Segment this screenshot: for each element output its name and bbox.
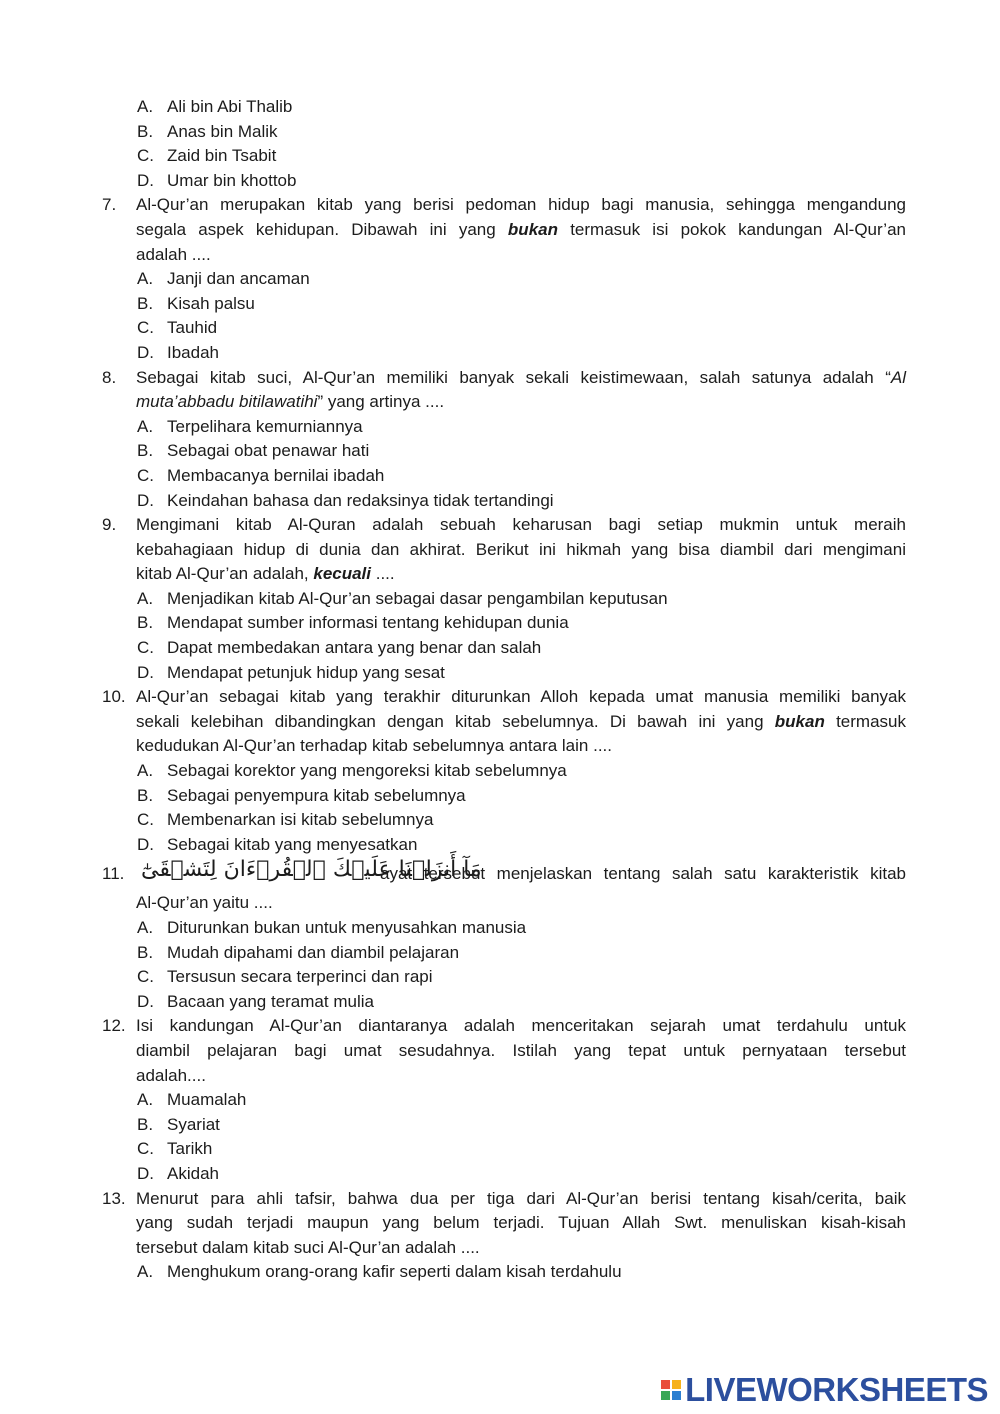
option-letter: D. (137, 490, 154, 510)
question-text-line (0, 734, 1000, 759)
option-text: Akidah (167, 1163, 219, 1183)
question-text-line (0, 891, 1000, 916)
option-row[interactable] (0, 916, 1000, 941)
option-letter: B. (137, 1114, 154, 1134)
option-letter: C. (137, 810, 154, 830)
option-letter: A. (137, 1090, 154, 1110)
option-row[interactable] (0, 587, 1000, 612)
question-number: 13. (102, 1188, 126, 1208)
option-row[interactable] (0, 1260, 1000, 1285)
option-letter: C. (137, 318, 154, 338)
option-letter: D. (137, 170, 154, 190)
option-text: Ibadah (167, 342, 219, 362)
emphasis-word: bukan (774, 711, 825, 731)
question-text-line (0, 243, 1000, 268)
option-text: Sebagai obat penawar hati (167, 441, 370, 461)
option-letter: A. (137, 761, 154, 781)
option-letter: B. (137, 293, 154, 313)
text-run: kitab Al-Qur’an adalah, (136, 564, 314, 584)
option-row (0, 169, 1000, 194)
option-row[interactable] (0, 1088, 1000, 1113)
logo-tile (672, 1391, 681, 1400)
question-11 (0, 857, 1000, 891)
option-text: Diturunkan bukan untuk menyusahkan manusia (167, 918, 527, 937)
option-row[interactable] (0, 611, 1000, 636)
question-13 (0, 1187, 1000, 1212)
question-text (136, 710, 906, 735)
text-run: segala aspek kehidupan. Dibawah ini yang (136, 219, 508, 239)
question-text: yang sudah terjadi maupun yang belum terjadi. Tujuan Allah Swt. menuliskan kisah-kisah (136, 1213, 906, 1233)
emphasis-word: kecuali (313, 564, 372, 584)
option-text: Umar bin khottob (167, 170, 297, 190)
option-text: Syariat (167, 1114, 220, 1134)
arabic-verse: مَآ أَنزَلۡنَا عَلَيۡكَ ٱلۡقُرۡءَانَ لِتَشۡقَىٰٓ (141, 857, 482, 883)
question-text-line (0, 710, 1000, 735)
option-letter: B. (137, 441, 154, 461)
question-text: ayat tersebut menjelaskan tentang salah satu karakteristik kitab (380, 864, 906, 884)
option-text: Sebagai kitab yang menyesatkan (167, 834, 418, 854)
option-row[interactable] (0, 965, 1000, 990)
option-text: Dapat membedakan antara yang benar dan salah (167, 638, 542, 658)
option-row[interactable] (0, 292, 1000, 317)
option-row[interactable] (0, 1162, 1000, 1187)
option-text: Terpelihara kemurniannya (167, 416, 363, 436)
option-row[interactable] (0, 808, 1000, 833)
option-row (0, 95, 1000, 120)
option-text: Mendapat sumber informasi tentang kehidupan dunia (167, 613, 569, 633)
option-letter: C. (137, 638, 154, 658)
option-text: Kisah palsu (167, 293, 255, 313)
option-letter: D. (137, 662, 154, 682)
brand-wordmark: LIVEWORKSHEETS (685, 1371, 988, 1408)
question-text: adalah .... (136, 244, 211, 264)
question-text: Mengimani kitab Al-Quran adalah sebuah keharusan bagi setiap mukmin untuk meraih (136, 515, 906, 535)
logo-tile (661, 1380, 670, 1389)
text-run: .... (371, 564, 395, 584)
question-number: 9. (102, 515, 117, 535)
question-text (136, 218, 906, 243)
question-text: kedudukan Al-Qur’an terhadap kitab sebelumnya antara lain .... (136, 736, 612, 756)
option-row[interactable] (0, 990, 1000, 1015)
text-run: termasuk (824, 711, 906, 731)
question-text-line (0, 1064, 1000, 1089)
question-text-line (0, 1211, 1000, 1236)
option-letter: C. (137, 465, 154, 485)
question-text (136, 366, 906, 391)
question-text: Al-Qur’an sebagai kitab yang terakhir diturunkan Alloh kepada umat manusia memiliki banyak (136, 687, 906, 707)
question-10 (0, 685, 1000, 710)
option-row[interactable] (0, 661, 1000, 686)
option-text: Mudah dipahami dan diambil pelajaran (167, 942, 460, 962)
question-text: Isi kandungan Al-Qur’an diantaranya adalah menceritakan sejarah umat terdahulu untuk (136, 1016, 906, 1036)
logo-tile (661, 1391, 670, 1400)
option-letter: A. (137, 269, 154, 289)
option-row[interactable] (0, 489, 1000, 514)
question-text: adalah.... (136, 1065, 206, 1085)
option-row[interactable] (0, 1137, 1000, 1162)
question-number: 8. (102, 367, 117, 387)
option-row[interactable] (0, 464, 1000, 489)
question-text-line (0, 218, 1000, 243)
option-row (0, 144, 1000, 169)
option-letter: D. (137, 342, 154, 362)
italic-term: muta’abbadu bitilawatihi (136, 392, 318, 412)
liveworksheets-brand[interactable] (661, 1371, 988, 1409)
option-text: Bacaan yang teramat mulia (167, 991, 374, 1011)
question-number: 10. (102, 687, 126, 707)
option-text: Muamalah (167, 1090, 247, 1110)
option-row[interactable] (0, 415, 1000, 440)
option-text: Tarikh (167, 1139, 213, 1159)
text-run: ” yang artinya .... (317, 392, 445, 412)
option-letter: C. (137, 146, 154, 166)
option-letter: A. (137, 416, 154, 436)
option-text: Sebagai penyempura kitab sebelumnya (167, 785, 466, 805)
question-12 (0, 1014, 1000, 1039)
option-text: Keindahan bahasa dan redaksinya tidak tertandingi (167, 490, 554, 510)
option-text: Menjadikan kitab Al-Qur’an sebagai dasar pengambilan keputusan (167, 588, 668, 608)
option-row[interactable] (0, 759, 1000, 784)
question-text: tersebut dalam kitab suci Al-Qur’an adalah .... (136, 1237, 480, 1257)
question-text: kebahagiaan hidup di dunia dan akhirat. Berikut ini hikmah yang bisa diambil dari mengimani (136, 539, 906, 559)
option-text: Janji dan ancaman (167, 269, 310, 289)
question-text-line (0, 1236, 1000, 1261)
question-number: 12. (102, 1016, 126, 1036)
option-text: Menghukum orang-orang kafir seperti dalam kisah terdahulu (167, 1262, 622, 1282)
option-letter: D. (137, 834, 154, 854)
question-7 (0, 193, 1000, 218)
option-text: Anas bin Malik (167, 121, 278, 141)
logo-tile (672, 1380, 681, 1389)
option-row[interactable] (0, 1113, 1000, 1138)
option-text: Tersusun secara terperinci dan rapi (167, 967, 433, 987)
option-row[interactable] (0, 316, 1000, 341)
option-row[interactable] (0, 267, 1000, 292)
question-text-line (0, 390, 1000, 415)
italic-term: Al (890, 367, 906, 387)
option-text: Mendapat petunjuk hidup yang sesat (167, 662, 445, 682)
option-row[interactable] (0, 636, 1000, 661)
option-letter: B. (137, 121, 154, 141)
option-letter: A. (137, 588, 154, 608)
option-text: Sebagai korektor yang mengoreksi kitab sebelumnya (167, 761, 567, 781)
option-letter: D. (137, 991, 154, 1011)
option-text: Membenarkan isi kitab sebelumnya (167, 810, 434, 830)
question-text: diambil pelajaran bagi umat sesudahnya. Istilah yang tepat untuk pernyataan tersebut (136, 1040, 906, 1060)
question-text (136, 562, 906, 587)
question-text (136, 390, 906, 415)
option-letter: B. (137, 785, 154, 805)
question-9 (0, 513, 1000, 538)
question-text-line (0, 538, 1000, 563)
option-letter: D. (137, 1163, 154, 1183)
option-text: Membacanya bernilai ibadah (167, 465, 385, 485)
option-row[interactable] (0, 341, 1000, 366)
worksheet-page (0, 95, 1000, 1285)
option-text: Ali bin Abi Thalib (167, 97, 293, 116)
option-letter: A. (137, 97, 154, 116)
emphasis-word: bukan (507, 219, 558, 239)
text-run: termasuk isi pokok kandungan Al-Qur’an (557, 219, 906, 239)
question-text: Menurut para ahli tafsir, bahwa dua per tiga dari Al-Qur’an berisi tentang kisah/cerita, baik (136, 1188, 906, 1208)
text-run: sekali kelebihan dibandingkan dengan kitab sebelumnya. Di bawah ini yang (136, 711, 775, 731)
option-text: Tauhid (167, 318, 218, 338)
liveworksheets-logo-icon (661, 1380, 681, 1400)
text-run: Sebagai kitab suci, Al-Qur’an memiliki banyak sekali keistimewaan, salah satunya adalah “ (136, 367, 891, 387)
option-letter: C. (137, 967, 154, 987)
option-letter: A. (137, 1262, 154, 1282)
option-text: Zaid bin Tsabit (167, 146, 277, 166)
option-row (0, 120, 1000, 145)
question-text: Al-Qur’an merupakan kitab yang berisi pedoman hidup bagi manusia, sehingga mengandung (136, 195, 906, 215)
option-row[interactable] (0, 941, 1000, 966)
option-row[interactable] (0, 784, 1000, 809)
option-letter: B. (137, 942, 154, 962)
option-row[interactable] (0, 439, 1000, 464)
option-letter: C. (137, 1139, 154, 1159)
option-letter: B. (137, 613, 154, 633)
question-text-line (0, 1039, 1000, 1064)
question-number: 7. (102, 195, 117, 215)
option-letter: A. (137, 918, 154, 937)
question-8 (0, 366, 1000, 391)
question-text: Al-Qur’an yaitu .... (136, 893, 273, 913)
question-text-line (0, 562, 1000, 587)
question-number: 11. (102, 864, 125, 884)
